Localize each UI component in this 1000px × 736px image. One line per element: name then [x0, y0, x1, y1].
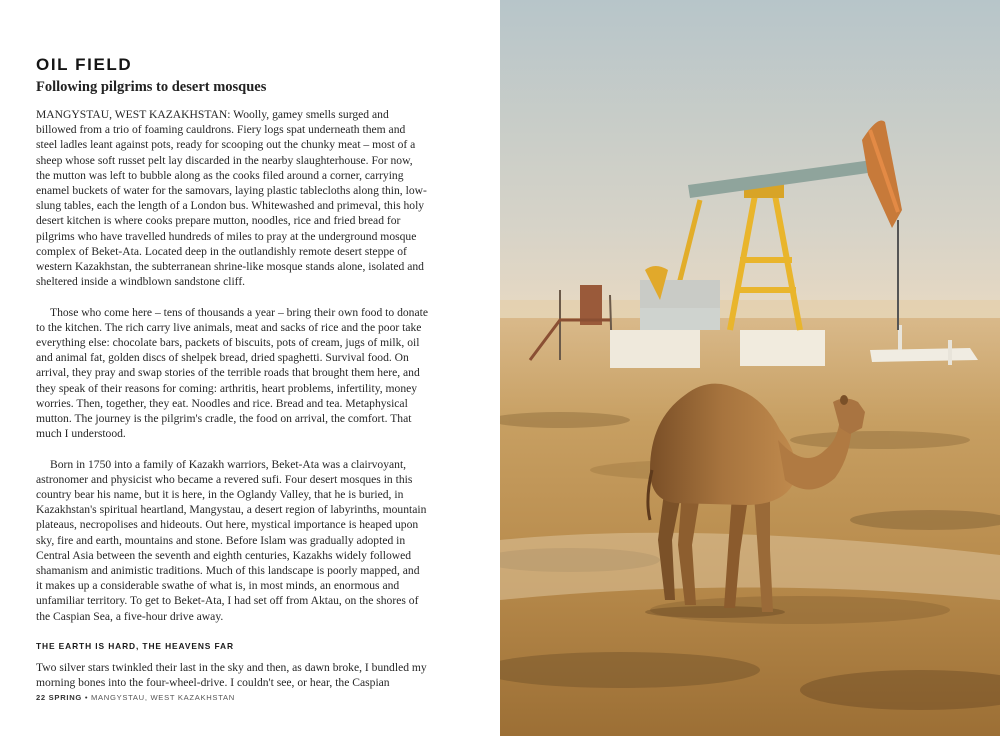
paragraph-2: Those who come here – tens of thousands a year – bring their own food to donate to the kitchen. The rich carry live animals, meat and sacks of rice and the poor take everything else: chocolate bars, packets of biscuits, pots of cream, jugs of milk, oil and animal fat, golden discs of shelpek bread, dried spaghetti. Survival food. On arrival, they pray and swap stories of the terrible roads that brought them here, and they speak of their reasons for coming: arthritis, heart problems, infertility, money worries. Then, together, they eat. Noodles and rice. Bread and tea. Metaphysical mutton. The journey is the pilgrim's cradle, the food on arrival, the comfort. That much I understood.: [36, 305, 428, 441]
sky: [500, 0, 1000, 320]
section-paragraph: Two silver stars twinkled their last in the sky and then, as dawn broke, I bundled my morning bones into the four-wheel-drive. I couldn't see, or hear, the Caspian: [36, 661, 427, 690]
section-heading: THE EARTH IS HARD, THE HEAVENS FAR: [36, 640, 234, 651]
page-number: 22: [36, 693, 46, 702]
footer-separator: •: [84, 693, 89, 702]
paragraph-3: Born in 1750 into a family of Kazakh warriors, Beket-Ata was a clairvoyant, astronomer and physicist who became a revered sufi. Four desert mosques in this country bear his name, but it is here, in the Oglandy Valley, that he is buried, in Kazakhstan's spiritual heartland, Mangystau, a desert region of labyrinths, mountain plateaus, necropolises and hideouts. Out here, mystical importance is heaped upon sky, fire and earth, mountains and stone. Before Islam was gradually adopted in Central Asia between the seventh and eighth centuries, Kazakhs widely followed shamanism and animistic traditions. Much of this landscape is poorly mapped, and it makes up a considerable swathe of what is, in most minds, an enormous and unfamiliar territory. To get to Beket-Ata, I had set off from Aktau, on the shores of the Caspian Sea, a five-hour drive away.: [36, 457, 427, 623]
page-footer: [36, 693, 235, 702]
paragraph-1: MANGYSTAU, WEST KAZAKHSTAN: Woolly, gamey smells surged and billowed from a trio of foaming cauldrons. Fiery logs spat underneath them and steel ladles leant against pots, ready for scooping out the chunky meat – most of a sheep whose soft russet pelt lay discarded in the nearby slaughterhouse. For now, the mutton was left to bubble along as the cooks filed around a corner, carrying enamel buckets of water for the samovars, laying plastic tablecloths along thin, low-slung tables, each the length of a London bus. Whitewashed and primeval, this holy desert kitchen is where cooks prepare mutton, noodles, rice and fried bread for pilgrims who have travelled hundreds of miles to pray at the underground mosque complex of Beket-Ata. Located deep in the outlandishly remote desert steppe of western Kazakhstan, the subterranean shrine-like mosque stands alone, isolated and sheltered inside a windblown sandstone cliff.: [36, 108, 427, 289]
article-title: OIL FIELD: [36, 55, 133, 74]
photo-page: [500, 0, 1000, 736]
camel-oilfield-photo: [500, 0, 1000, 736]
footer-section: SPRING: [48, 693, 82, 702]
footer-location: MANGYSTAU, WEST KAZAKHSTAN: [90, 693, 235, 702]
article-subtitle: Following pilgrims to desert mosques: [36, 79, 267, 95]
article-body: [36, 107, 428, 690]
